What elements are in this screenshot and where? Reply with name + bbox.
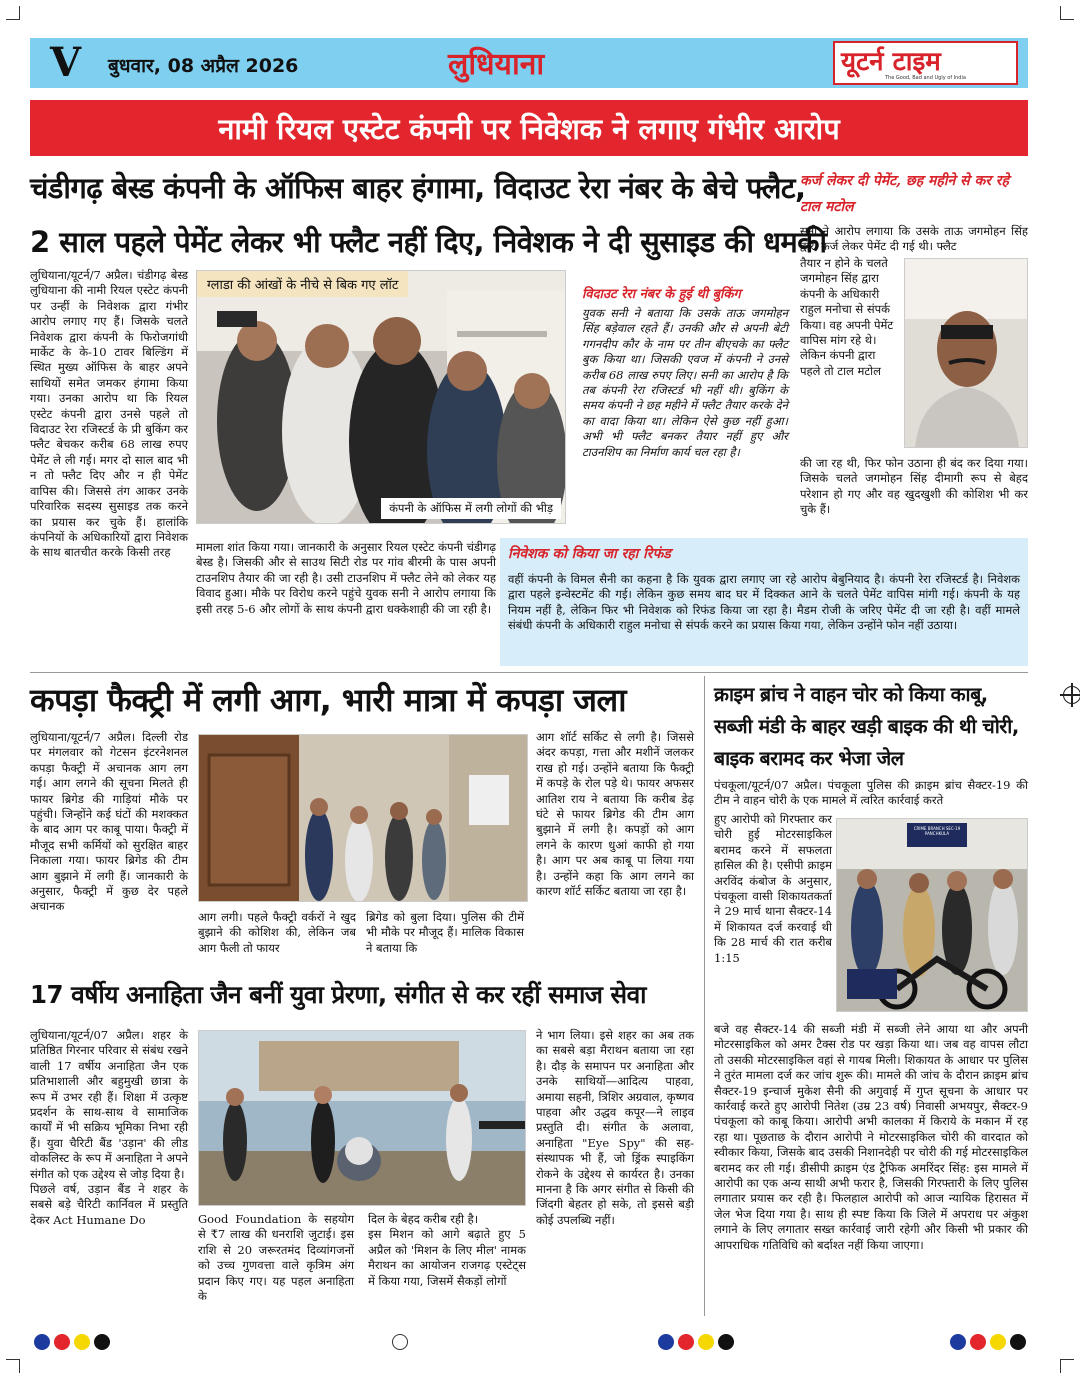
story1-column-2: मामला शांत किया गया। जानकारी के अनुसार रियल एस्टेट कंपनी चंडीगढ़ बेस्ड है। जिसकी और से साउथ सिटी रोड पर गांव बीरमी के पास अपनी टाउनशिप तैयार की जा रही है। उसी टाउनशिप में फ्लैट लेने को लेकर यह विवाद हुआ। मौके पर विरोध करने पहुंचे युवक सनी ने आरोप लगाया कि इसी तरह 5-6 और लोगों के साथ कंपनी द्वारा धक्केशाही की जा रही है। xyxy=(196,540,496,616)
logo: यूटर्न टाइम xyxy=(841,47,941,77)
crop-mark-bl xyxy=(6,1359,20,1373)
subhead-rera: विदाउट रेरा नंबर के हुई थी बुकिंग xyxy=(582,287,741,302)
sidebar-text-left: तैयार न होने के चलते जगमोहन सिंह द्वारा कंपनी के अधिकारी राहुल मनोचा से संपर्क किया। वह अपनी पेमेंट वापिस मांग रहे थे। लेकिन कंपनी द्वारा पहले तो टाल मटोल xyxy=(800,256,894,378)
story2-column-3: ब्रिगेड को बुला दिया। पुलिस की टीमें भी मौके पर मौजूद हैं। मालिक विकास ने बताया कि xyxy=(366,910,524,955)
crop-mark-tl xyxy=(6,6,20,20)
refund-text: वहीं कंपनी के विमल सैनी का कहना है कि युवक द्वारा लगाए जा रहे आरोप बेबुनियाद है। कंपनी रेरा रजिस्टर्ड है। निवेशक द्वारा पहले इन्वेस्टमेंट की गई। लेकिन कुछ समय बाद घर में दिक्कत आने के चलते पेमेंट वापिस मांगी गई। कंपनी के यह नियम नहीं है, लेकिन फिर भी निवेशक को रिफंड किया जा रहा है। मैडम रोजी के जरिए पेमेंट दी जा रही है। वहीं मामले संबंधी कंपनी के अधिकारी राहुल मनोचा से संपर्क करने का प्रयास किया गया, लेकिन उन्होंने फोन नहीं उठाया। xyxy=(508,572,1020,633)
portrait-photo xyxy=(905,259,1028,448)
logo-tagline: The Good, Bad and Ugly of India xyxy=(885,75,966,81)
sidebar-text-top: सनी ने आरोप लगाया कि उसके ताऊ जगमोहन सिंह द्वारा कर्ज लेकर पेमेंट दी गई थी। फ्लैट xyxy=(800,224,1028,254)
story3-photo xyxy=(836,818,1028,1012)
story4-column-1: लुधियाना/यूटर्न/07 अप्रैल। शहर के प्रतिष्ठित गिरनार परिवार से संबंध रखने वाली 17 वर्षीय अनाहिता जैन एक प्रतिभाशाली और बहुमुखी छात्रा के रूप में उभर रही हैं। शिक्षा में उत्कृष्ट प्रदर्शन के साथ-साथ वे सामाजिक कार्यों में भी सक्रिय भूमिका निभा रही हैं। युवा चैरिटी बैंड 'उड़ान' की लीड वोकलिस्ट के रूप में अनाहिता ने अपने संगीत को एक उद्देश्य से जोड़ दिया है। पिछले वर्ष, उड़ान बैंड ने शहर के सबसे बड़े चैरिटी कार्निवल में प्रस्तुति देकर Act Humane Do xyxy=(30,1028,188,1227)
color-bar xyxy=(950,1334,1026,1350)
story3-text-left: हुए आरोपी को गिरफ्तार कर चोरी हुई मोटरसाइकिल बरामद करने में सफलता हासिल की है। एसीपी क्राइम अरविंद कंबोज के अनुसार, पंचकूला वासी शिकायतकर्ता ने 29 मार्च थाना सैक्टर-14 में शिकायत दर्ज करवाई थी कि 28 मार्च की रात करीब 1:15 xyxy=(714,812,832,965)
story4-headline: 17 वर्षीय अनाहिता जैन बनीं युवा प्रेरणा, संगीत से कर रहीं समाज सेवा xyxy=(30,980,647,1009)
logo-box xyxy=(833,41,1018,85)
story4-column-3: दिल के बेहद करीब रही है। इस मिशन को आगे बढ़ाते हुए 5 अप्रैल को 'मिशन के लिए मील' नामक मैराथन का आयोजन राजगढ़ एस्टेट्स में किया गया, जिसमें सैकड़ों लोगों xyxy=(368,1212,526,1288)
story1-headline-line2: 2 साल पहले पेमेंट लेकर भी फ्लैट नहीं दिए, निवेशक ने दी सुसाइड की धमकी xyxy=(30,225,827,259)
story3-headline-line1: क्राइम ब्रांच ने वाहन चोर को किया काबू, xyxy=(714,683,988,706)
sidebar-subhead: कर्ज लेकर दी पेमेंट, छह महीने से कर रहे टाल मटोल xyxy=(800,173,1009,215)
crowd-photo xyxy=(197,271,566,524)
story2-column-1: लुधियाना/यूटर्न/7 अप्रैल। दिल्ली रोड पर मंगलवार को गेटसन इंटरनेशनल कपड़ा फैक्ट्री में अचानक आग लग गई। आग लगने की सूचना मिलते ही फायर ब्रिगेड की गाड़ियां मौके पर पहुंची। जिन्होंने कई घंटों की मशक्कत के बाद आग पर काबू पाया। फैक्ट्री में मौजूद सभी कर्मियों को सुरक्षित बाहर निकाला गया। फायर ब्रिगेड की टीम आग बुझाने में लगी हैं। जानकारी के अनुसार, फैक्ट्री में कुछ देर पहले अचानक xyxy=(30,730,188,914)
story2-column-4: आग शॉर्ट सर्किट से लगी है। जिससे अंदर कपड़ा, गत्ता और मशीनें जलकर राख हो गई। उन्होंने बताया कि फैक्ट्री में कपड़े के रोल पड़े थे। फायर अफसर आतिश राय ने बताया कि करीब डेढ़ घंटे से फायर ब्रिगेड की टीम आग बुझाने में लगी है। कपड़ों को आग लगने के कारण धुआं काफी हो गया है। आग पर अब काबू पा लिया गया है। उन्होंने कहा कि आग लगने का कारण शॉर्ट सर्किट बताया जा रहा है। xyxy=(536,730,694,899)
police-photo xyxy=(837,819,1028,1012)
banner-headline: नामी रियल एस्टेट कंपनी पर निवेशक ने लगाए गंभीर आरोप xyxy=(218,111,840,146)
factory-photo xyxy=(199,735,528,902)
photo-label: ग्लाडा की आंखों के नीचे से बिक गए लॉट xyxy=(197,271,408,297)
investor-photo xyxy=(904,258,1028,448)
color-bar xyxy=(658,1334,734,1350)
story1-column-1: लुधियाना/यूटर्न/7 अप्रैल। चंडीगढ़ बेस्ड लुधियाना की नामी रियल एस्टेट कंपनी पर उन्हीं के निवेशक द्वारा गंभीर आरोप लगाए गए हैं। जिसके चलते निवेशक द्वारा कंपनी के फिरोजगांधी मार्केट के के-10 टावर बिल्डिंग में स्थित मुख्य ऑफिस के बाहर अपने साथियों समेत जमकर हंगामा किया गया। उनका आरोप था कि रियल एस्टेट कंपनी द्वारा उनसे पहले तो विदाउट रेरा रजिस्टर्ड के प्री बुकिंग कर फ्लैट बेचकर करीब 68 लाख रुपए पेमेंट ले ली गई। मगर दो साल बाद भी न तो फ्लैट दिए और न ही पेमेंट वापिस की। जिससे तंग आकर उनके परिवारिक सदस्य सुसाइड तक करने का प्रयास कर चुके हैं। हालांकि कंपनियों के अधिकारियों द्वारा निवेशक के साथ बातचीत करके किसी तरह xyxy=(30,268,188,560)
story4-photo xyxy=(198,1030,526,1206)
crop-mark-br xyxy=(1060,1359,1074,1373)
story1-photo xyxy=(196,270,566,524)
page-letter: V xyxy=(50,39,82,86)
color-bar xyxy=(34,1334,110,1350)
story3-headline-line2: सब्जी मंडी के बाहर खड़ी बाइक की थी चोरी, xyxy=(714,715,1019,738)
city-name: लुधियाना xyxy=(448,47,545,82)
photo-badge: CRIME BRANCH SEC-19 PANCHKULA xyxy=(913,826,961,836)
story4-column-2: Good Foundation के सहयोग से ₹7 लाख की धनराशि जुटाई। इस राशि से 20 जरूरतमंद दिव्यांगजनों को उच्च गुणवत्ता वाले कृत्रिम अंग प्रदान किए गए। यह पहल अनाहिता के xyxy=(198,1212,354,1304)
issue-date: बुधवार, 08 अप्रैल 2026 xyxy=(108,55,299,77)
story1-headline-line1: चंडीगढ़ बेस्ड कंपनी के ऑफिस बाहर हंगामा, विदाउट रेरा नंबर के बेचे फ्लैट, xyxy=(30,171,806,205)
divider xyxy=(704,676,705,1316)
divider xyxy=(30,672,1028,673)
registration-mark-icon xyxy=(392,1334,408,1350)
subhead-rera-text: युवक सनी ने बताया कि उसके ताऊ जगमोहन सिंह बड़ेवाल रहते हैं। उनकी और से अपनी बेटी गगनदीप कौर के नाम पर तीन बीएचके का फ्लैट बुक किया था। जिसकी एवज में कंपनी ने उनसे करीब 68 लाख रुपए लिए। सनी का आरोप है कि तब कंपनी रेरा रजिस्टर्ड भी नहीं थी। बुकिंग के समय कंपनी ने छह महीने में फ्लैट तैयार करके देने का वादा किया था। लेकिन ऐसे कुछ नहीं हुआ। अभी भी फ्लैट बनकर तैयार नहीं हुए और टाउनशिप का निर्माण कार्य चल रहा है। xyxy=(582,306,788,459)
story3-text-top: पंचकूला/यूटर्न/07 अप्रैल। पंचकूला पुलिस की क्राइम ब्रांच सैक्टर-19 की टीम ने वाहन चोरी के एक मामले में त्वरित कार्रवाई करते xyxy=(714,778,1028,808)
band-photo xyxy=(199,1031,526,1206)
crop-mark-tr xyxy=(1060,6,1074,20)
story2-column-2: आग लगी। पहले फैक्ट्री वर्करों ने खुद बुझाने की कोशिश की, लेकिन जब आग फैली तो फायर xyxy=(198,910,356,955)
photo-caption: कंपनी के ऑफिस में लगी लोगों की भीड़ xyxy=(381,498,561,519)
story3-headline-line3: बाइक बरामद कर भेजा जेल xyxy=(714,747,904,770)
top-banner xyxy=(30,100,1028,156)
sidebar-text-bottom: की जा रह थी, फिर फोन उठाना ही बंद कर दिया गया। जिसके चलते जगमोहन सिंह दीमागी रूप से बेहद परेशान हो गए और वह खुदखुशी की कोशिश भी कर चुके हैं। xyxy=(800,456,1028,517)
masthead xyxy=(30,38,1028,88)
registration-mark-icon xyxy=(1063,686,1080,704)
story2-photo xyxy=(198,734,528,902)
refund-box xyxy=(500,538,1028,666)
refund-subhead: निवेशक को किया जा रहा रिफंड xyxy=(508,546,671,562)
story4-column-4: ने भाग लिया। इसे शहर का अब तक का सबसे बड़ा मैराथन बताया जा रहा है। दौड़ के समापन पर अनाहिता और उनके साथियों—आदित्य पाहवा, अमाया सहनी, त्रिशिर अग्रवाल, कृष्णव पाहवा और उद्धव कपूर—ने लाइव प्रस्तुति दी। संगीत के अलावा, अनाहिता "Eye Spy" की सह-संस्थापक भी हैं, जो ड्रिंक स्पाइकिंग रोकने के उद्देश्य से कार्यरत है। उनका मानना है कि अगर संगीत से किसी की जिंदगी बेहतर हो सके, तो इससे बड़ी कोई उपलब्धि नहीं। xyxy=(536,1028,694,1227)
story2-headline: कपड़ा फैक्ट्री में लगी आग, भारी मात्रा में कपड़ा जला xyxy=(30,681,627,719)
story3-text-bottom: बजे वह सैक्टर-14 की सब्जी मंडी में सब्जी लेने आया था और अपनी मोटरसाइकिल को अमर टैक्स रोड पर खड़ा किया था। जब वह वापस लौटा तो उसकी मोटरसाइकिल वहां से गायब मिली। शिकायत के आधार पर पुलिस ने तुरंत मामला दर्ज कर जांच शुरू की। मामले की जांच के दौरान क्राइम ब्रांच सैक्टर-19 इन्चार्ज मुकेश सैनी की अगुवाई में गुप्त सूचना के आधार पर कार्रवाई करते हुए आरोपी नितेश (उम्र 23 वर्ष) निवासी अभयपुर, सैक्टर-9 पंचकूला को काबू किया। आरोपी अभी कालका में किराये के मकान में रह रहा था। पूछताछ के दौरान आरोपी ने मोटरसाइकिल चोरी की वारदात को स्वीकार किया, जिसके बाद उसकी निशानदेही पर चोरी की गई मोटरसाइकिल बरामद कर ली गई। डीसीपी क्राइम एंड ट्रैफिक अमरिंदर सिंह: इस मामले में आरोपी का एक अन्य साथी अभी फरार है, जिसकी गिरफ्तारी के लिए पुलिस लगातार प्रयास कर रही है। फिलहाल आरोपी को आज न्यायिक हिरासत में जेल भेज दिया गया है। साथ ही स्पष्ट किया कि जिले में अपराध पर अंकुश लगाने के लिए लगातार सख्त कार्रवाई जारी रहेगी और किसी भी प्रकार की आपराधिक गतिविधि को बर्दाश्त नहीं किया जाएगा। xyxy=(714,1022,1028,1252)
